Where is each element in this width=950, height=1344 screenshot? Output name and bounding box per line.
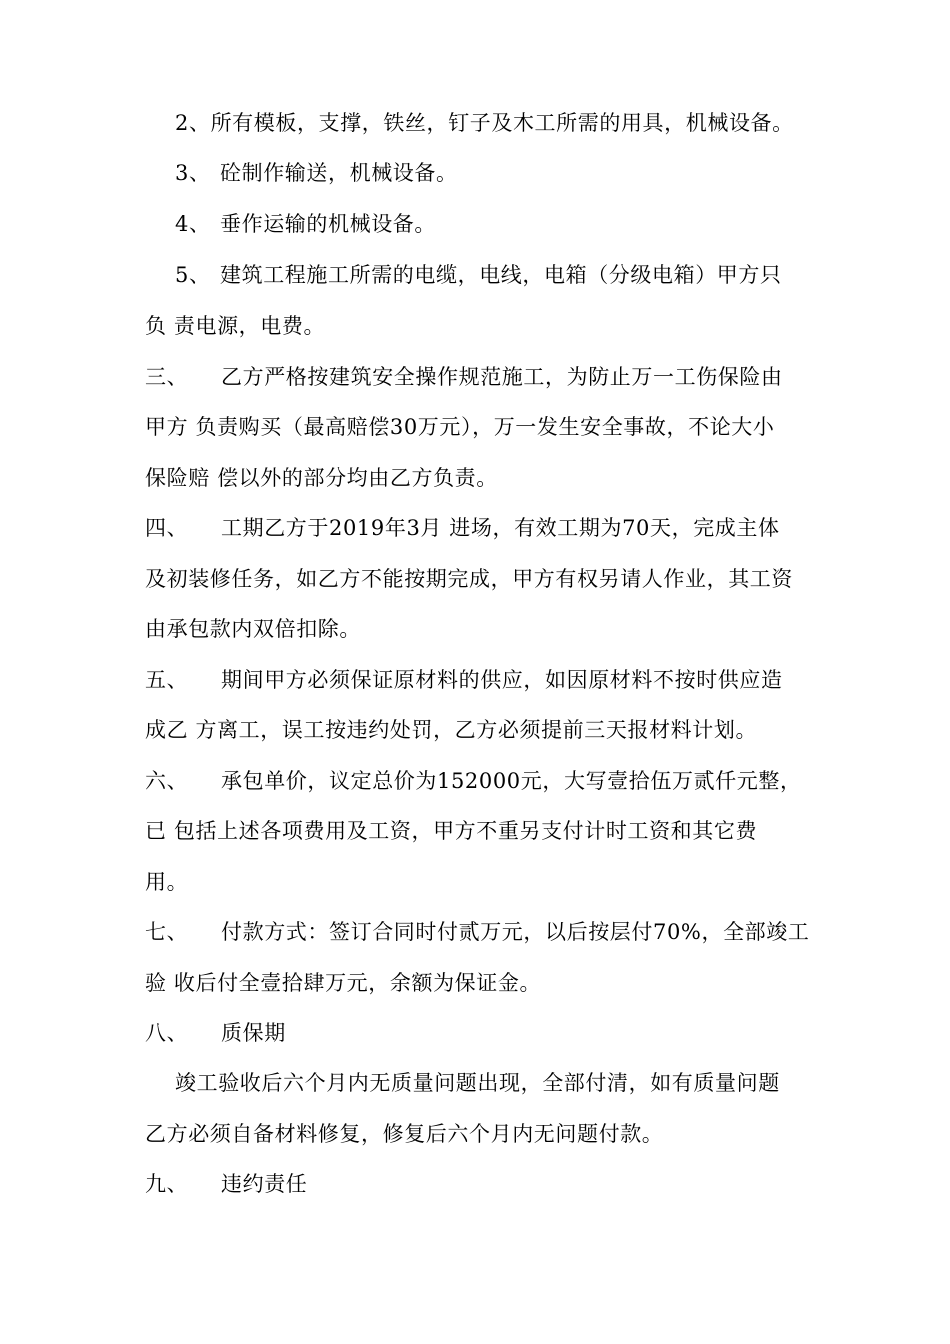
item-text: 砼制作输送，机械设备。 — [220, 161, 458, 185]
item-5 — [175, 260, 855, 290]
clause-6 — [145, 766, 825, 796]
clause-3-continued-1 — [145, 412, 825, 442]
clause-number: 六、 — [145, 769, 189, 793]
clause-6-continued-2 — [145, 867, 825, 897]
item-text: 垂作运输的机械设备。 — [220, 212, 436, 236]
item-number: 5、 — [175, 263, 211, 287]
line-text: 甲方 负责购买（最高赔偿30万元），万一发生安全事故，不论大小 — [145, 415, 775, 439]
clause-3-continued-2 — [145, 463, 825, 493]
line-text: 用。 — [145, 870, 189, 894]
item-3 — [175, 158, 855, 188]
clause-text: 乙方严格按建筑安全操作规范施工，为防止万一工伤保险由 — [221, 365, 783, 389]
clause-number: 七、 — [145, 920, 189, 944]
clause-text: 付款方式：签订合同时付贰万元，以后按层付70%，全部竣工 — [221, 920, 810, 944]
clause-number: 三、 — [145, 365, 189, 389]
line-text: 竣工验收后六个月内无质量问题出现，全部付清，如有质量问题 — [175, 1071, 780, 1095]
clause-8-paragraph — [175, 1068, 855, 1098]
line-text: 已 包括上述各项费用及工资，甲方不重另支付计时工资和其它费 — [145, 819, 758, 843]
clause-7 — [145, 917, 825, 947]
clause-8-continued — [145, 1119, 825, 1149]
clause-8 — [145, 1018, 825, 1048]
line-text: 及初装修任务，如乙方不能按期完成，甲方有权另请人作业，其工资 — [145, 567, 793, 591]
item-number: 2、 — [175, 111, 211, 135]
item-text: 所有模板，支撑，铁丝，钉子及木工所需的用具，机械设备。 — [210, 111, 794, 135]
clause-number: 四、 — [145, 516, 189, 540]
item-2 — [175, 108, 855, 138]
clause-text: 工期乙方于2019年3月 进场，有效工期为70天，完成主体 — [221, 516, 780, 540]
clause-text: 承包单价，议定总价为152000元，大写壹拾伍万贰仟元整， — [221, 769, 802, 793]
line-text: 负 责电源，电费。 — [145, 314, 326, 338]
clause-5-continued — [145, 715, 825, 745]
item-number: 3、 — [175, 161, 211, 185]
line-text: 成乙 方离工，误工按违约处罚，乙方必须提前三天报材料计划。 — [145, 718, 758, 742]
clause-number: 九、 — [145, 1172, 189, 1196]
line-text: 保险赔 偿以外的部分均由乙方负责。 — [145, 466, 498, 490]
clause-3 — [145, 362, 825, 392]
clause-title: 违约责任 — [221, 1172, 308, 1196]
line-text: 由承包款内双倍扣除。 — [145, 617, 361, 641]
clause-6-continued-1 — [145, 816, 825, 846]
item-number: 4、 — [175, 212, 211, 236]
clause-text: 期间甲方必须保证原材料的供应，如因原材料不按时供应造 — [221, 668, 783, 692]
clause-4-continued-2 — [145, 614, 825, 644]
clause-5 — [145, 665, 825, 695]
clause-7-continued — [145, 968, 825, 998]
line-text: 乙方必须自备材料修复，修复后六个月内无问题付款。 — [145, 1122, 664, 1146]
clause-4-continued-1 — [145, 564, 825, 594]
line-text: 验 收后付全壹拾肆万元，余额为保证金。 — [145, 971, 542, 995]
item-text: 建筑工程施工所需的电缆，电线，电箱（分级电箱）甲方只 — [220, 263, 782, 287]
clause-4 — [145, 513, 825, 543]
clause-number: 五、 — [145, 668, 189, 692]
item-4 — [175, 209, 855, 239]
item-5-continued — [145, 311, 825, 341]
clause-number: 八、 — [145, 1021, 189, 1045]
clause-title: 质保期 — [221, 1021, 286, 1045]
clause-9 — [145, 1169, 825, 1199]
